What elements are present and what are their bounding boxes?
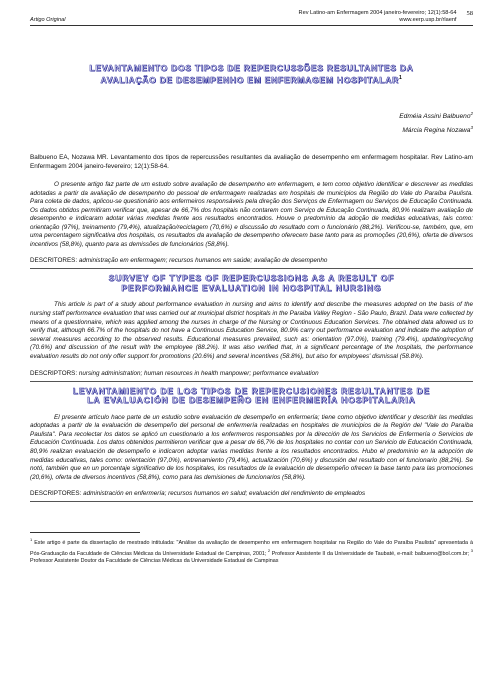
- header-divider: [30, 25, 473, 26]
- keywords-spanish: DESCRIPTORES: administración en enfermería; recursos humanos en salud; evaluación del rendimiento de empleados: [30, 490, 366, 498]
- keywords-english: DESCRIPTORS: nursing administration; human resources in health manpower; performance evaluation: [30, 369, 319, 377]
- page-number: 58: [466, 10, 473, 17]
- section-label: Artigo Original: [30, 17, 66, 23]
- abstract-spanish: El presente artículo hace parte de un estudio sobre evaluación de desempeño en enfermería; tiene como objetivo identificar y describir las medidas adoptadas a partir de la evaluación de desempeño del personal de enfermería realizadas en hospitales de municipios de la Región del "Vale do Paraíba Paulista". Para recolectar los datos se aplicó un cuestionario a los enfermeros responsables por la dirección de los Servicios de Enfermería o Servicios de Educación Continuada. Los datos obtenidos permitieron verificar que a pesar de 66,7% de los hospitales no contar con un Servicio de Educación Continuada, 80,9% realizan evaluación de desempeño e indicaron adoptar varias medidas frente a los resultados encontrados. Hubo el predominio en la adopción de medidas educativas, tales como: orientación (97,0%), entrenamiento (79,4%), actualización (70,6%) y discusión del resultado con el funcionario (88,2%). Se notó, también que en un porcentaje significativo de los hospitales, los resultados de la evaluación de desempeño ofrecen la base tanto para las promociones (20,6%), oferta de diversos incentivos (58,8%), como para las demisiones de funcionarios (58,8%).: [30, 413, 473, 481]
- footnotes: $^1$ Este artigo é parte da dissertação de mestrado intitulada: "Análise da avaliação de desempenho em enfermagem hospitalar na Região do Vale do Paraíba Paulista" apresentada à Pós-Graduação da Faculdade de Ciências Médicas da Universidade Estadual de Campinas, 2001; $^2$ Professor Assistente II da Universidade de Taubaté, e-mail: balbueno@bol.com.br; $^3$ Professor Assistente Doutor da Faculdade de Ciências Médicas da Universidade Estadual de Campinas: [30, 537, 473, 565]
- running-header: [30, 10, 473, 24]
- footnote-1: Este artigo é parte da dissertação de mestrado intitulada: "Análise da avaliação de desempenho em enfermagem hospitalar na Região do Vale do Paraíba Paulista" apresentada à Pós-Graduação da Faculdade de Ciências Médicas da Universidade Estadual de Campinas, 2001;: [30, 540, 473, 558]
- citation: Balbueno EA, Nozawa MR. Levantamento dos tipos de repercussões resultantes da avaliação de desempenho em enfermagem hospitalar. Rev Latino-am Enfermagem 2004 janeiro-fevereiro; 12(1):58-64.: [30, 154, 473, 170]
- author: Edméia Assini Balbueno$^2$: [399, 110, 473, 121]
- abstract-english: This article is part of a study about performance evaluation in nursing and aims to identify and describe the measures adopted on the basis of the nursing staff performance evaluation that was carried out at municipal district hospitals in the Paraiba Valley Region - São Paulo, Brazil. Data were collected by means of a questionnaire, which was applied among the nurses in charge of the Nursing or Continuous Education Services. The obtained data allowed us to verify that, although 66.7% of the hospitals do not have a Continuous Education Service, 80.9% carry out performance evaluation and indicate the adoption of several measures according to the observed results. Educational measures prevailed, such as: orientation (97.0%), training (79.4%), updating/recycling (70.6%) and discussion of the result with the employee (88.2%). It was also verified that, in a significant percentage of the hospitals, the performance evaluation results do not only offer support for promotions (20.6%) and several incentives (58.8%), but also for employees' dismissal (58.8%).: [30, 301, 473, 360]
- section-divider: [30, 268, 473, 269]
- footnote-marker: 1: [399, 74, 403, 81]
- article-page: [30, 10, 473, 566]
- abstract-portuguese: O presente artigo faz parte de um estudo sobre avaliação de desempenho em enfermagem, e tem como objetivo identificar e descrever as medidas adotadas a partir da avaliação de desempenho do pessoal de enfermagem realizadas em hospitais de municípios da Região do Vale do Paraíba Paulista. Para coleta de dados, aplicou-se questionário aos enfermeiros responsáveis pela direção dos Serviços de Enfermagem ou Serviços de Educação Continuada. Os dados obtidos permitiram verificar que, apesar de 66,7% dos hospitais não contarem com Serviço de Educação Continuada, 80,9% realizam avaliação de desempenho e indicaram adotar várias medidas frente aos resultados encontrados. Houve o predomínio da adoção de medidas educativas, tais como: orientação (97%), treinamento (79,4%), atualização/reciclagem (70,6%) e discussão do resultado com o funcionário (88,2%). Verificou-se, também, que, em uma percentagem significativa dos hospitais, os resultados da avaliação de desempenho oferecem base tanto para as promoções (20,6%), oferta de diversos incentivos (58,8%), quanto para as demissões de funcionários (58,8%).: [30, 181, 473, 248]
- footnote-2: Professor Assistente II da Universidade de Taubaté, e-mail: balbueno@bol.com.br;: [271, 551, 470, 558]
- author: Márcia Regina Nozawa$^3$: [402, 124, 473, 134]
- section-divider: [30, 501, 473, 502]
- title-spanish: LEVANTAMIENTO DE LOS TIPOS DE REPERCUSIONES RESULTANTES DE LA EVALUACIÓN DE DESEMPEÑO EN ENFERMERÍA HOSPITALARIA: [72, 385, 431, 406]
- section-divider: [30, 381, 473, 382]
- keywords-portuguese: DESCRITORES: administração em enfermagem; recursos humanos em saúde; avaliação de desempenho: [30, 257, 328, 265]
- footnote-3: Professor Assistente Doutor da Faculdade de Ciências Médicas da Universidade Estadual de Campinas: [30, 558, 279, 565]
- title-english: SURVEY OF TYPES OF REPERCUSSIONS AS A RESULT OF PERFORMANCE EVALUATION IN HOSPITAL NURSING: [108, 273, 395, 293]
- footnote-divider: [30, 532, 140, 533]
- journal-url[interactable]: www.eerp.usp.br/rlaenf: [399, 17, 457, 23]
- title-portuguese: LEVANTAMENTO DOS TIPOS DE REPERCUSSÕES RESULTANTES DA AVALIAÇÃO DE DESEMPENHO EM ENFERMAGEM HOSPITALAR$^1$: [89, 63, 414, 85]
- journal-reference: Rev Latino-am Enfermagem 2004 janeiro-fevereiro; 12(1):58-64: [298, 10, 457, 16]
- author-list: [30, 109, 473, 136]
